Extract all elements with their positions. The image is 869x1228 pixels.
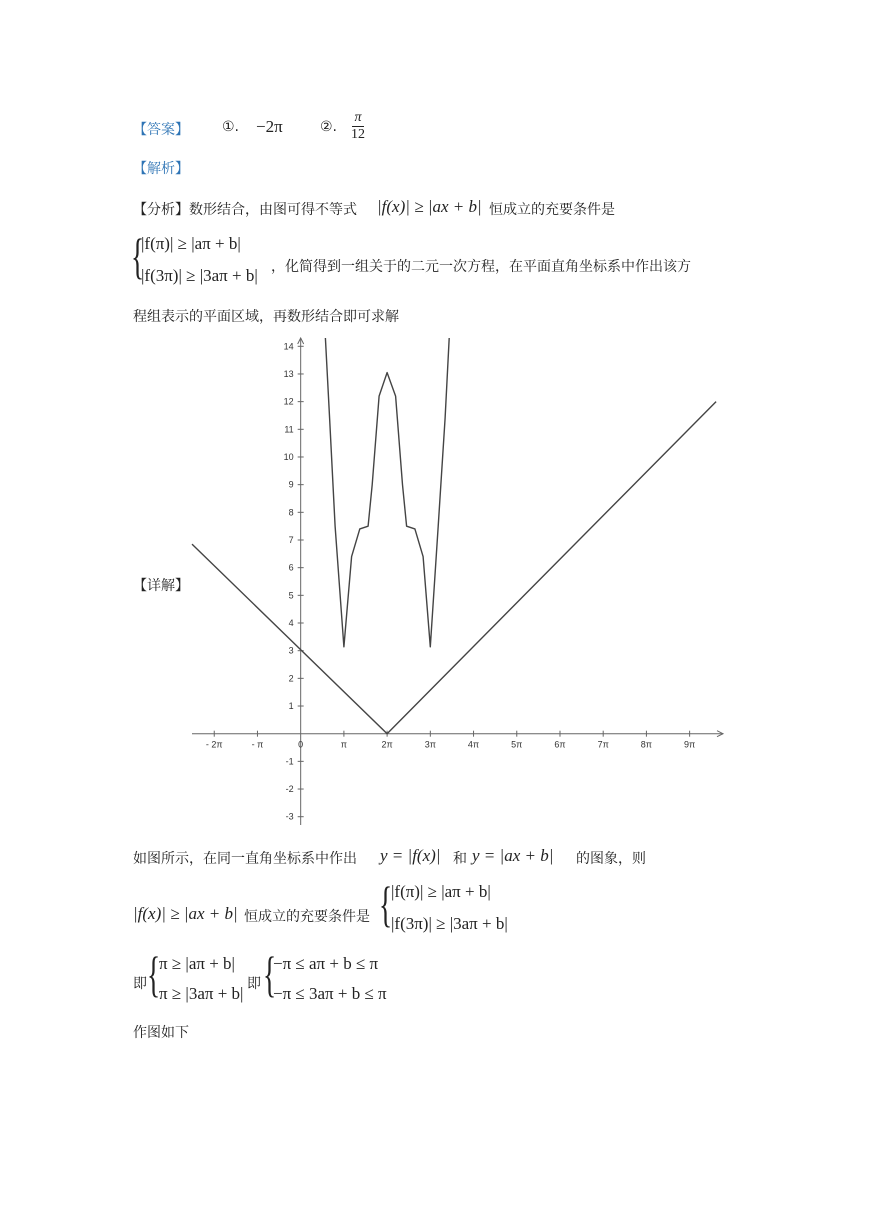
answer-item1-value: −2π: [256, 117, 283, 136]
y-tick-label: 1: [288, 701, 294, 712]
y-tick-label: 9: [288, 479, 294, 490]
y-tick-label: 3: [288, 645, 294, 656]
x-tick-label: - 2π: [205, 739, 223, 750]
y-tick-label: 8: [288, 507, 294, 518]
x-tick-label: 3π: [424, 739, 436, 750]
detail-tag: 【详解】: [133, 578, 189, 594]
function-graph: [185, 330, 735, 835]
analysis-subtag: 【分析】: [133, 202, 189, 218]
after-line1-and: 和: [453, 851, 467, 867]
system3-brace: {: [147, 946, 161, 1002]
ji-2: 即: [247, 976, 261, 992]
x-tick-label: 9π: [684, 739, 696, 750]
y-tick-label: 4: [288, 618, 294, 629]
x-tick-label: 0: [298, 739, 304, 750]
y-tick-label: 12: [283, 396, 294, 407]
system2-row2: |f(3π)| ≥ |3aπ + b|: [391, 914, 508, 933]
after-line1-text: 如图所示，在同一直角坐标系中作出: [133, 851, 357, 867]
system1-row1: |f(π)| ≥ |aπ + b|: [141, 234, 241, 253]
answer-item2-mark: ②.: [320, 119, 338, 135]
y-tick-label: 7: [288, 534, 294, 545]
system4-row2: −π ≤ 3aπ + b ≤ π: [273, 984, 387, 1003]
analysis-line1-math: |f(x)| ≥ |ax + b|: [377, 197, 482, 216]
after-line1-math1: y = |f(x)|: [380, 846, 441, 865]
x-tick-label: 4π: [467, 739, 480, 750]
after-line2-math: |f(x)| ≥ |ax + b|: [133, 904, 238, 923]
ji-1: 即: [133, 976, 147, 992]
after-line2-text: 恒成立的充要条件是: [244, 909, 370, 925]
answer-tag: 【答案】: [133, 122, 189, 138]
x-tick-label: π: [340, 739, 348, 750]
analysis-line1-text: 数形结合，由图可得不等式: [189, 202, 357, 218]
system3-row2: π ≥ |3aπ + b|: [159, 984, 244, 1003]
x-tick-label: 8π: [640, 739, 653, 750]
after-line1-tail: 的图象，则: [576, 851, 646, 867]
system1-brace: {: [131, 228, 145, 284]
answer-item2-fraction: [351, 110, 365, 143]
x-tick-label: 6π: [554, 739, 566, 750]
system1-row2: |f(3π)| ≥ |3aπ + b|: [141, 266, 258, 285]
fraction-numerator: π: [354, 110, 362, 125]
series-line-1: [192, 402, 716, 734]
x-tick-label: - π: [251, 739, 264, 750]
analysis-line2-tail: ，化简得到一组关于的二元一次方程，在平面直角坐标系中作出该方: [271, 259, 691, 275]
y-tick-label: 11: [284, 424, 294, 435]
y-tick-label: 14: [283, 341, 294, 352]
analysis-line3: 程组表示的平面区域，再数形结合即可求解: [133, 309, 399, 325]
analysis-tag: 【解析】: [133, 161, 189, 177]
y-tick-label: 2: [288, 673, 294, 684]
y-tick-label: 10: [283, 451, 294, 462]
fraction-denominator: 12: [351, 127, 365, 142]
last-line: 作图如下: [133, 1025, 189, 1041]
y-tick-label: -1: [285, 756, 294, 767]
system4-row1: −π ≤ aπ + b ≤ π: [273, 954, 379, 973]
x-tick-label: 2π: [381, 739, 393, 750]
chart-axes: [192, 338, 723, 825]
y-tick-label: -3: [285, 811, 294, 822]
x-tick-label: 5π: [511, 739, 523, 750]
chart-series: [192, 338, 716, 734]
after-line1-math2: y = |ax + b|: [472, 846, 554, 865]
x-tick-label: 7π: [597, 739, 609, 750]
system4-brace: {: [263, 946, 277, 1002]
system2-brace: {: [379, 876, 393, 932]
y-tick-label: -2: [285, 784, 294, 795]
analysis-line1: [133, 199, 357, 219]
answer-item1-mark: ①.: [222, 119, 240, 135]
y-tick-label: 13: [283, 368, 294, 379]
analysis-line1-tail: 恒成立的充要条件是: [489, 202, 615, 218]
system3-row1: π ≥ |aπ + b|: [159, 954, 235, 973]
system2-row1: |f(π)| ≥ |aπ + b|: [391, 882, 491, 901]
y-tick-label: 5: [288, 590, 294, 601]
series-line-2: [325, 338, 449, 647]
y-tick-label: 6: [288, 562, 294, 573]
